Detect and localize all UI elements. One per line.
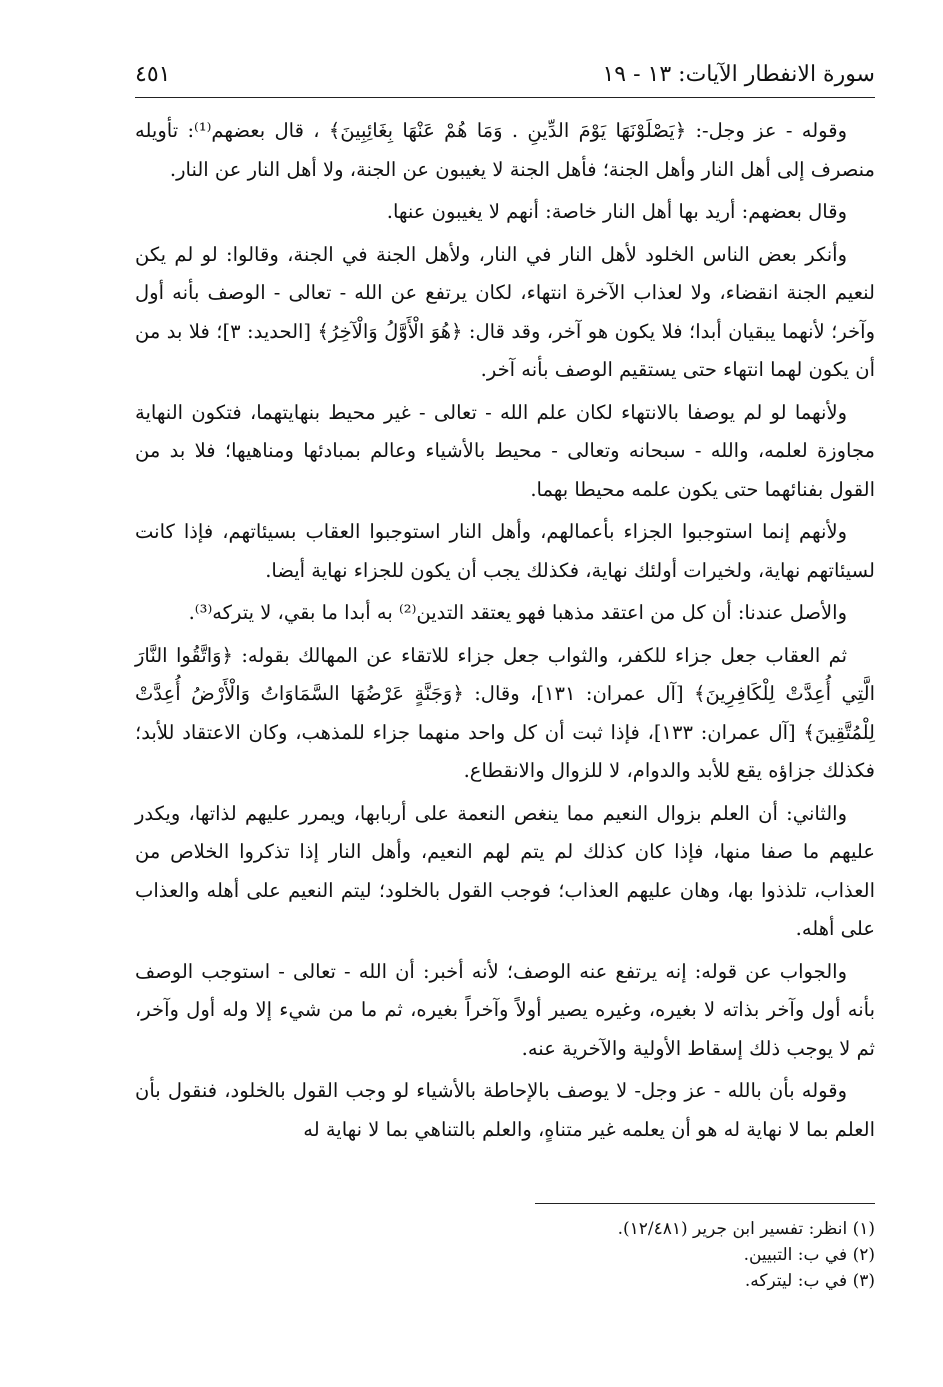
footnote: (٣) في ب: ليتركه. [744, 1271, 875, 1291]
paragraph: ثم العقاب جعل جزاء للكفر، والثواب جعل جزاء للاتقاء عن المهالك بقوله: ﴿وَاتَّقُوا النَّارَ الَّتِي أُعِدَّتْ لِلْكَافِرِينَ﴾ [آل عمران: ١٣١]، وقال: ﴿وَجَنَّةٍ عَرْضُهَا السَّمَاوَاتُ وَالْأَرْضُ أُعِدَّتْ لِلْمُتَّقِينَ﴾ [آل عمران: ١٣٣]، فإذا ثبت أن كل واحد منهما جزاء للمذهب، وكان الاعتقاد للأبد؛ فكذلك جزاؤه يقع للأبد والدوام، لا للزوال والانقطاع. [135, 643, 875, 782]
footnotes [375, 1216, 875, 1294]
footnote: (١) انظر: تفسير ابن جرير (١٢/٤٨١). [617, 1219, 875, 1239]
footnote-divider [535, 1203, 875, 1204]
paragraph: وأنكر بعض الناس الخلود لأهل النار في النار، ولأهل الجنة في الجنة، وقالوا: لو لم يكن لنعيم الجنة انقضاء، ولا لعذاب الآخرة انتهاء، لكان يرتفع عن الله - تعالى - الوصف بأنه أول وآخر؛ لأنهما يبقيان أبدا؛ فلا يكون هو آخر، وقد قال: ﴿هُوَ الْأَوَّلُ وَالْآخِرُ﴾ [الحديد: ٣]؛ فلا بد من أن يكون لهما انتهاء حتى يستقيم الوصف بأنه آخر. [135, 242, 875, 381]
paragraph: ولأنهم إنما استوجبوا الجزاء بأعمالهم، وأهل النار استوجبوا العقاب بسيئاتهم، فإذا كانت لسيئاتهم نهاية، ولخيرات أولئك نهاية، فكذلك يجب أن يكون للجزاء نهاية أيضا. [135, 520, 875, 582]
page-number: ٤٥١ [135, 62, 171, 87]
paragraph: وقوله - عز وجل-: ﴿يَصْلَوْنَهَا يَوْمَ الدِّينِ . وَمَا هُمْ عَنْهَا بِغَائِبِينَ﴾ ، قال بعضهم⁽¹⁾: تأويله منصرف إلى أهل النار وأهل الجنة؛ فأهل الجنة لا يغيبون عن الجنة، ولا أهل النار عن النار. [135, 119, 875, 181]
paragraph: وقال بعضهم: أريد بها أهل النار خاصة: أنهم لا يغيبون عنها. [386, 200, 847, 223]
footnote: (٢) في ب: التبيين. [743, 1245, 875, 1265]
main-text [135, 112, 875, 1153]
paragraph: والأصل عندنا: أن كل من اعتقد مذهبا فهو يعتقد التدين⁽²⁾ به أبدا ما بقي، لا يتركه⁽³⁾. [188, 601, 847, 624]
running-title: سورة الانفطار الآيات: ١٣ - ١٩ [602, 62, 875, 87]
header-divider [135, 97, 875, 98]
paragraph: وقوله بأن بالله - عز وجل- لا يوصف بالإحاطة بالأشياء لو وجب القول بالخلود، فنقول بأن العلم بما لا نهاية له هو أن يعلمه غير متناهٍ، والعلم بالتناهي بما لا نهاية له [135, 1079, 875, 1141]
paragraph: والثاني: أن العلم بزوال النعيم مما ينغص النعمة على أربابها، ويمرر عليهم لذاتها، ويكدر عليهم ما صفا منها، فإذا كان كذلك لم يتم لهم النعيم، وأهل النار إذا تذكروا الخلاص من العذاب، تلذذوا بها، وهان عليهم العذاب؛ فوجب القول بالخلود؛ ليتم النعيم على أهله والعذاب على أهله. [135, 801, 875, 940]
paragraph: ولأنهما لو لم يوصفا بالانتهاء لكان علم الله - تعالى - غير محيط بنهايتهما، فتكون النهاية مجاوزة لعلمه، والله - سبحانه وتعالى - محيط بالأشياء وعالم بمبادئها ومناهيها؛ فلا بد من القول بفنائهما حتى يكون علمه محيطا بهما. [135, 400, 875, 501]
paragraph: والجواب عن قوله: إنه يرتفع عنه الوصف؛ لأنه أخبر: أن الله - تعالى - استوجب الوصف بأنه أول وآخر بذاته لا بغيره، وغيره يصير أولاً وآخراً بغيره، ثم ما من شيء إلا وله أول وآخر، ثم لا يوجب ذلك إسقاط الأولية والآخرية عنه. [135, 959, 875, 1060]
page-header [135, 58, 875, 98]
